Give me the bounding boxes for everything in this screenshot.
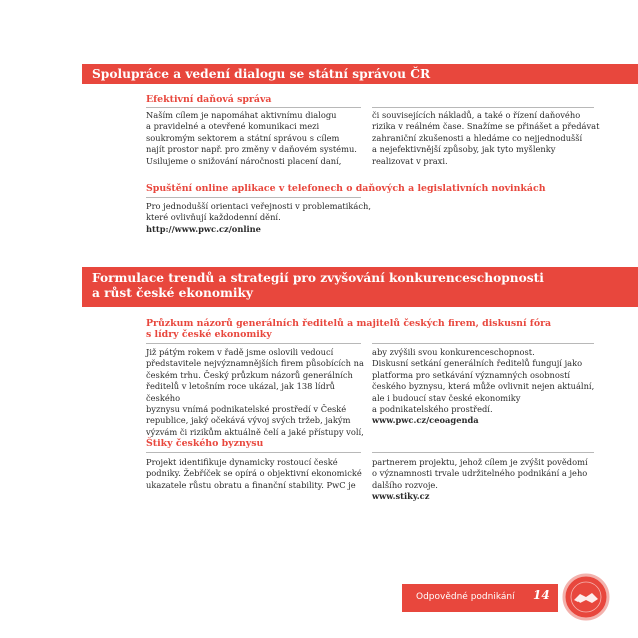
text-column-left: Již pátým rokem v řadě jsme oslovili vedoucí představitele nejvýznamnějších firem působících na českém trhu. Český průzkum názorů generálních ředitelů v letošním roce ukázal, jak 138 lídrů českého byznysu vnímá podnikatelské prostředí v České republice, jaký očekává vývoj svých tržeb, jakým výzvám či rizikům aktuálně čelí a jaké přístupy volí,	[146, 347, 364, 437]
online-app-link[interactable]: http://www.pwc.cz/online	[146, 223, 261, 234]
subheading-stiky: Štiky českého byznysu	[146, 438, 264, 449]
text-column-right: aby zvýšili svou konkurenceschopnost. Diskusní setkání generálních ředitelů fungují jako platforma pro setkávání významných osobností českého byznysu, která může ovlivnit nejen aktuální, ale i budoucí stav české ekonomiky a podnikatelského prostředí. www.pwc.cz/ceoagenda	[372, 347, 600, 427]
text-column-left: Pro jednodušší orientaci veřejnosti v problematikách, které ovlivňují každodenní dění. http://www.pwc.cz/online	[146, 201, 386, 235]
divider	[146, 107, 361, 108]
divider	[372, 343, 594, 344]
section-banner-competitiveness	[82, 267, 638, 307]
section-title-line1: Formulace trendů a strategií pro zvyšování konkurenceschopnosti	[92, 271, 544, 285]
text-column-left: Naším cílem je napomáhat aktivnímu dialogu a pravidelné a otevřené komunikaci mezi soukromým sektorem a státní správou s cílem najít prostor např. pro změny v daňovém systému. Usilujeme o snižování náročnosti placení daní,	[146, 110, 357, 166]
subheading-ceo-survey: Průzkum názorů generálních ředitelů a majitelů českých firem, diskusní fóra s lídry české ekonomiky	[146, 318, 552, 340]
text-column-right: partnerem projektu, jehož cílem je zvýšit povědomí o významnosti trvale udržitelného podnikání a jeho dalšího rozvoje. www.stiky.cz	[372, 457, 600, 503]
footer-label: Odpovědné podnikání	[416, 592, 515, 602]
divider	[146, 343, 361, 344]
page-number: 14	[533, 588, 550, 602]
subheading-tax-administration: Efektivní daňová správa	[146, 94, 272, 105]
section-title: Spolupráce a vedení dialogu se státní správou ČR	[92, 67, 431, 81]
stiky-link[interactable]: www.stiky.cz	[372, 491, 430, 502]
divider	[372, 107, 594, 108]
section-banner-dialog	[82, 64, 638, 84]
divider	[146, 197, 361, 198]
ceo-agenda-link[interactable]: www.pwc.cz/ceoagenda	[372, 415, 479, 426]
section-title-line2: a růst české ekonomiky	[92, 286, 254, 300]
handshake-emblem-icon	[556, 572, 616, 622]
text-column-right: či souvisejících nákladů, a také o řízení daňového rizika v reálném čase. Snažíme se přinášet a předávat zahraniční zkušenosti a hledáme co nejjednodušší a nejefektivnější způsoby, jak tyto myšlenky realizovat v praxi.	[372, 110, 600, 166]
text-column-left: Projekt identifikuje dynamicky rostoucí české podniky. Žebříček se opírá o objektivní ekonomické ukazatele růstu obratu a finanční stability. PwC je	[146, 457, 362, 490]
divider	[372, 452, 594, 453]
divider	[146, 452, 361, 453]
subheading-online-app: Spuštění online aplikace v telefonech o daňových a legislativních novinkách	[146, 183, 546, 194]
